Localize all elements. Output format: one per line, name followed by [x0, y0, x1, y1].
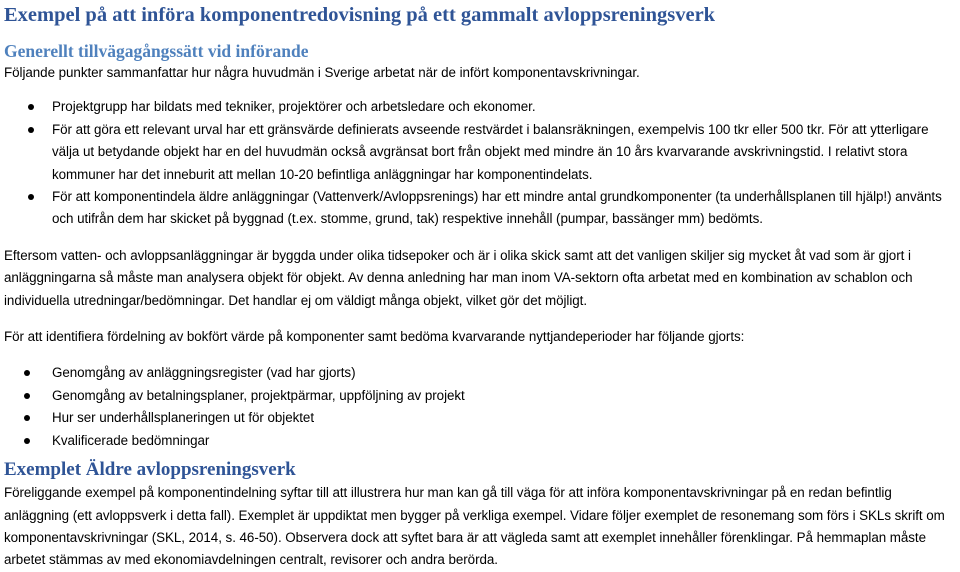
list-item — [4, 186, 958, 231]
bullet-list-actions — [4, 362, 958, 452]
intro-paragraph: Följande punkter sammanfattar hur några huvudmän i Sverige arbetat när de infört komponentavskrivningar. — [4, 65, 640, 80]
list-item-text: Genomgång av anläggningsregister (vad har gjorts) — [52, 365, 356, 381]
bullet-icon — [28, 127, 34, 133]
list-item-text: Kvalificerade bedömningar — [52, 432, 210, 448]
list-item-text: Hur ser underhållsplaneringen ut för objektet — [52, 410, 314, 426]
bullet-icon — [28, 104, 34, 110]
list-item — [4, 407, 958, 429]
bullet-icon — [24, 393, 30, 399]
list-item — [4, 430, 958, 452]
list-item-text: För att komponentindela äldre anläggningar (Vattenverk/Avloppsrenings) har ett mindre antal grundkomponenter (ta underhållsplanen till hjälp!) använts och utifrån dem har skicket på byggnad (t.ex. stomme, grund, tak) respektive innehåll (pumpar, bassänger mm) bedömts. — [52, 189, 942, 227]
list-item-text: Genomgång av betalningsplaner, projektpärmar, uppföljning av projekt — [52, 387, 465, 403]
list-item-text: För att göra ett relevant urval har ett gränsvärde definierats avseende restvärdet i balansräkningen, exempelvis 100 tkr eller 500 tkr. För att ytterligare välja ut betydande objekt har en del huvudmän också avgränsat bort från objekt med mindre än 10 års kvarvarande avskrivningstid. I relativt stora kommuner har det inneburit att mellan 10-20 befintliga anläggningar har komponentindelats. — [52, 121, 929, 182]
document-page — [4, 0, 958, 572]
body-paragraph: Eftersom vatten- och avloppsanläggningar är byggda under olika tidsepoker och är i olika skick samt att det vanligen skiljer sig mycket åt vad som är gjort i anläggningarna så måste man analysera objekt för objekt. Av denna anledning har man inom VA-sektorn ofta arbetat med en kombination av schablon och individuella utredningar/bedömningar. Det handlar ej om väldigt många objekt, vilket gör det möjligt. — [4, 247, 913, 308]
list-item — [4, 96, 958, 118]
bullet-icon — [28, 194, 34, 200]
document-title: Exempel på att införa komponentredovisning på ett gammalt avloppsreningsverk — [4, 4, 716, 26]
body-paragraph: För att identifiera fördelning av bokfört värde på komponenter samt bedöma kvarvarande nyttjandeperioder har följande gjorts: — [4, 329, 745, 345]
section-heading-general: Generellt tillvägagångssätt vid införande — [4, 41, 309, 61]
body-paragraph: Föreliggande exempel på komponentindelning syftar till att illustrera hur man kan gå till väga för att införa komponentavskrivningar på en redan befintlig anläggning (ett avloppsverk i detta fall). Exemplet är uppdiktat men bygger på verkliga exempel. Vidare följer exemplet de resonemang som förs i SKLs skrift om komponentavskrivningar (SKL, 2014, s. 46-50). Observera dock att syftet bara är att vägleda samt att exemplet innehåller förenklingar. På hemmaplan måste arbetet stämmas av med ekonomiavdelningen centralt, revisorer och andra berörda. — [4, 485, 945, 568]
list-item — [4, 362, 958, 384]
bullet-list-points — [4, 96, 958, 230]
bullet-icon — [24, 438, 30, 444]
bullet-icon — [24, 370, 30, 376]
list-item-text: Projektgrupp har bildats med tekniker, projektörer och arbetsledare och ekonomer. — [52, 99, 536, 115]
section-heading-example: Exemplet Äldre avloppsreningsverk — [4, 459, 296, 481]
list-item — [4, 119, 958, 186]
bullet-icon — [24, 415, 30, 421]
list-item — [4, 385, 958, 407]
